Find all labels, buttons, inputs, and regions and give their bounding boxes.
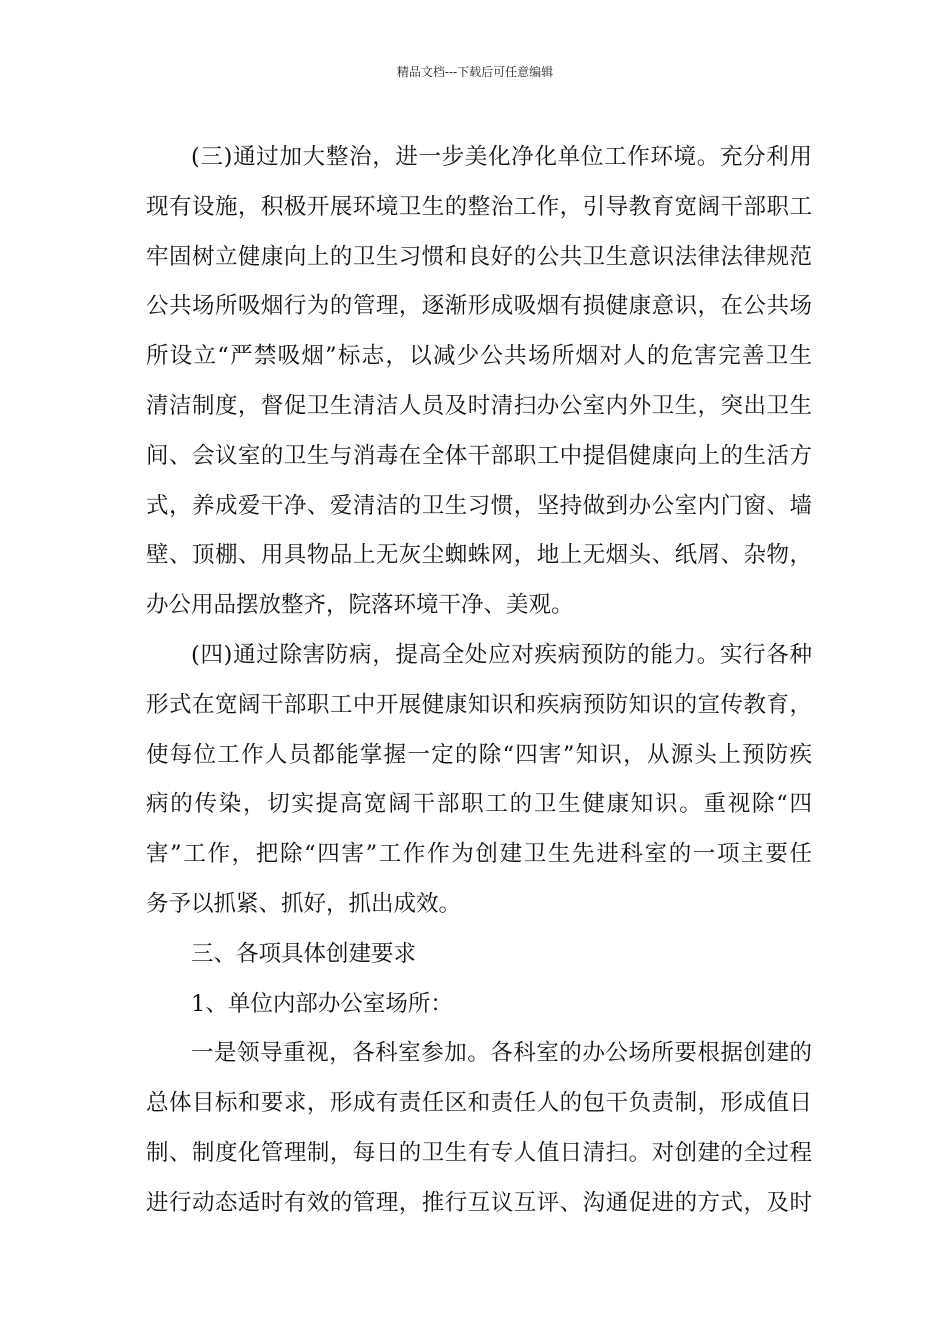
text-line: 所设立“严禁吸烟”标志，以减少公共场所烟对人的危害完善卫生 <box>146 343 812 370</box>
text-line: 清洁制度，督促卫生清洁人员及时清扫办公室内外卫生，突出卫生 <box>146 392 812 419</box>
subsection-heading: 1、单位内部办公室场所： <box>191 990 453 1017</box>
text-line: 制、制度化管理制，每日的卫生有专人值日清扫。对创建的全过程 <box>146 1139 812 1166</box>
text-line: (三)通过加大整治，进一步美化净化单位工作环境。充分利用 <box>191 144 812 170</box>
text-line: 一是领导重视，各科室参加。各科室的办公场所要根据创建的 <box>191 1040 812 1067</box>
text-line: 式，养成爱干净、爱清洁的卫生习惯，坚持做到办公室内门窗、墙 <box>146 492 812 519</box>
text-line: 间、会议室的卫生与消毒在全体干部职工中提倡健康向上的生活方 <box>146 442 812 469</box>
text-line: 害”工作，把除“四害”工作作为创建卫生先进科室的一项主要任 <box>146 841 812 868</box>
page-header: 精品文档---下载后可任意编辑 <box>396 65 554 79</box>
text-line: 病的传染，切实提高宽阔干部职工的卫生健康知识。重视除“四 <box>146 791 812 818</box>
text-line: (四)通过除害防病，提高全处应对疾病预防的能力。实行各种 <box>191 641 812 668</box>
document-body <box>146 133 812 1229</box>
text-line: 公共场所吸烟行为的管理，逐渐形成吸烟有损健康意识，在公共场 <box>146 293 812 320</box>
text-line: 总体目标和要求，形成有责任区和责任人的包干负责制，形成值日 <box>146 1090 812 1117</box>
text-line: 办公用品摆放整齐，院落环境干净、美观。 <box>146 592 574 619</box>
text-line: 现有设施，积极开展环境卫生的整治工作，引导教育宽阔干部职工 <box>146 193 812 220</box>
text-line: 壁、顶棚、用具物品上无灰尘蜘蛛网，地上无烟头、纸屑、杂物， <box>146 542 812 569</box>
text-line: 形式在宽阔干部职工中开展健康知识和疾病预防知识的宣传教育， <box>146 691 812 718</box>
section-heading: 三、各项具体创建要求 <box>191 940 417 967</box>
text-line: 务予以抓紧、抓好，抓出成效。 <box>146 890 462 917</box>
text-line: 牢固树立健康向上的卫生习惯和良好的公共卫生意识法律法律规范 <box>146 243 812 270</box>
text-line: 进行动态适时有效的管理，推行互议互评、沟通促进的方式，及时 <box>146 1189 812 1216</box>
text-line: 使每位工作人员都能掌握一定的除“四害”知识，从源头上预防疾 <box>146 741 812 768</box>
